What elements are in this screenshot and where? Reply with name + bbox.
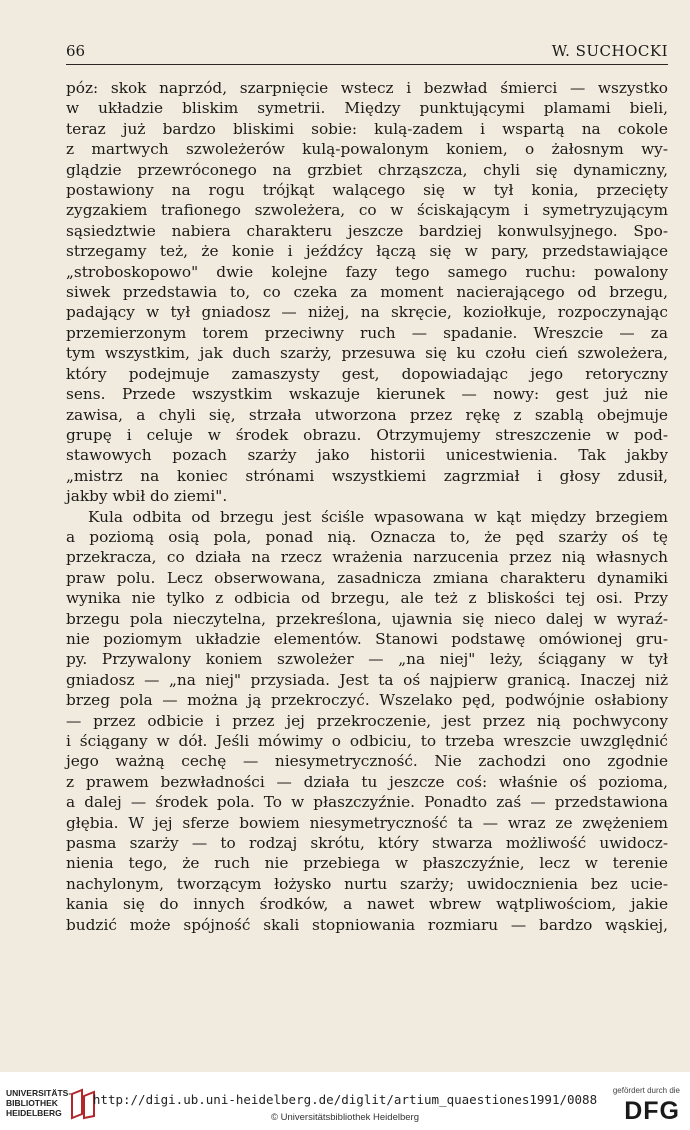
- header-rule: [66, 64, 668, 65]
- text-line: z prawem bezwładności — działa tu jeszcze coś: właśnie oś pozioma,: [66, 772, 668, 791]
- text-line: teraz już bardzo bliskimi sobie: kulą-zadem i wspartą na cokole: [66, 119, 668, 138]
- text-line: stawowych pozach szarży jako historii unicestwienia. Tak jakby: [66, 446, 668, 465]
- source-url-link[interactable]: http://digi.ub.uni-heidelberg.de/diglit/artium_quaestiones1991/0088: [92, 1092, 598, 1107]
- text-line: py. Przywalony koniem szwoleżer — „na niej" leży, ściągany w tył: [66, 650, 668, 669]
- text-line: głębia. W jej sferze bowiem niesymetryczność ta — wraz ze zwężeniem: [66, 813, 668, 832]
- paragraph-2: [66, 507, 668, 936]
- text-line: padający w tył gniadosz — niżej, na skręcie, koziołkuje, rozpoczynając: [66, 303, 668, 322]
- text-line: postawiony na rogu trójkąt walącego się w tył konia, przecięty: [66, 181, 668, 200]
- text-line: nienia tego, że ruch nie przebiega w płaszczyźnie, lecz w terenie: [66, 854, 668, 873]
- text-line: zawisa, a chyli się, strzała utworzona przez rękę z szablą obejmuje: [66, 405, 668, 424]
- copyright-notice: © Universitätsbibliothek Heidelberg: [271, 1112, 419, 1123]
- paragraph-1: [66, 78, 668, 507]
- text-line: tym wszystkim, jak duch szarży, przesuwa się ku czołu cień szwoleżera,: [66, 344, 668, 363]
- text-line: budzić może spójność skali stopniowania rozmiaru — bardzo wąskiej,: [66, 915, 668, 934]
- text-line: gniadosz — „na niej" przysiada. Jest ta oś najpierw granicą. Inaczej niż: [66, 670, 668, 689]
- text-line: grupę i celuje w środek obrazu. Otrzymujemy streszczenie w pod-: [66, 425, 668, 444]
- text-line: Kula odbita od brzegu jest ściśle wpasowana w kąt między brzegiem: [88, 507, 668, 526]
- digitization-footer: [0, 1072, 690, 1130]
- text-line: a poziomą osią pola, ponad nią. Oznacza to, że pęd szarży oś tę: [66, 527, 668, 546]
- page-number: 66: [66, 42, 86, 60]
- text-line: i ściągany w dół. Jeśli mówimy o odbiciu, to trzeba wreszcie uwzględnić: [66, 732, 668, 750]
- library-name-line: UNIVERSITÄTS-: [6, 1088, 72, 1098]
- text-line: glądzie przewróconego na grzbiet chrząszcza, chyli się dynamiczny,: [66, 160, 668, 179]
- text-line: jego ważną cechę — niesymetryczność. Nie zachodzi ono zgodnie: [66, 752, 668, 771]
- dfg-logo: DFG: [624, 1097, 680, 1125]
- running-header: [66, 42, 668, 64]
- text-line: kania się do innych środków, a nawet wbrew wątpliwościom, jakie: [66, 895, 668, 914]
- library-name-line: HEIDELBERG: [6, 1108, 62, 1118]
- funding-note: gefördert durch die: [612, 1086, 680, 1095]
- text-line: póz: skok naprzód, szarpnięcie wstecz i bezwład śmierci — wszystko: [66, 79, 668, 97]
- text-line: siwek przedstawia to, co czeka za moment nacierającego od brzegu,: [66, 283, 668, 302]
- text-line: nie poziomym układzie elementów. Stanowi podstawę omówionej gru-: [66, 629, 668, 648]
- text-line: „mistrz na koniec strónami wszystkiemi zagrzmiał i głosy zdusił,: [66, 466, 668, 485]
- text-line: przemierzonym torem przeciwny ruch — spadanie. Wreszcie — za: [66, 323, 668, 342]
- text-line: brzegu pola nieczytelna, przekreślona, ujawnia się nieco dalej w wyraź-: [66, 609, 668, 628]
- text-line: przekracza, co działa na rzecz wrażenia narzucenia przez nią własnych: [66, 548, 668, 567]
- text-line: sens. Przede wszystkim wskazuje kierunek — nowy: gest już nie: [66, 385, 668, 404]
- text-line: praw polu. Lecz obserwowana, zasadnicza zmiana charakteru dynamiki: [66, 568, 668, 587]
- library-name-line: BIBLIOTHEK: [6, 1098, 58, 1108]
- text-line: w układzie bliskim symetrii. Między punktującymi plamami bieli,: [66, 99, 668, 118]
- text-line: sąsiedztwie nabiera charakteru jeszcze bardziej konwulsyjnego. Spo-: [66, 221, 668, 240]
- text-line: a dalej — środek pola. To w płaszczyźnie. Ponadto zaś — przedstawiona: [66, 793, 668, 812]
- text-line: strzegamy też, że konie i jeźdźcy łączą się w pary, przedstawiające: [66, 242, 668, 261]
- page-body: [66, 78, 668, 935]
- text-line: z martwych szwoleżerów kulą-powalonym koniem, o żałosnym wy-: [66, 140, 668, 159]
- text-line: „stroboskopowo" dwie kolejne fazy tego samego ruchu: powalony: [66, 262, 668, 281]
- text-line: pasma szarży — to rodzaj skrótu, który stwarza możliwość uwidocz-: [66, 834, 668, 853]
- text-line: który podejmuje zamaszysty gest, dopowiadając jego retoryczny: [66, 364, 668, 383]
- running-head-author: W. SUCHOCKI: [551, 42, 668, 60]
- text-line: — przez odbicie i przez jej przekroczenie, jest przez nią pochwycony: [66, 711, 668, 730]
- text-line: wynika nie tylko z odbicia od brzegu, ale też z bliskości tej osi. Przy: [66, 589, 668, 608]
- text-line: zygzakiem trafionego szwoleżera, co w ściskającym i symetryzującym: [66, 201, 668, 220]
- text-line: jakby wbił do ziemi".: [66, 487, 228, 506]
- text-line: brzeg pola — można ją przekroczyć. Wszelako pęd, podwójnie osłabiony: [66, 691, 668, 710]
- text-line: nachylonym, tworzącym łożysko nurtu szarży; uwidocznienia bez ucie-: [66, 874, 668, 893]
